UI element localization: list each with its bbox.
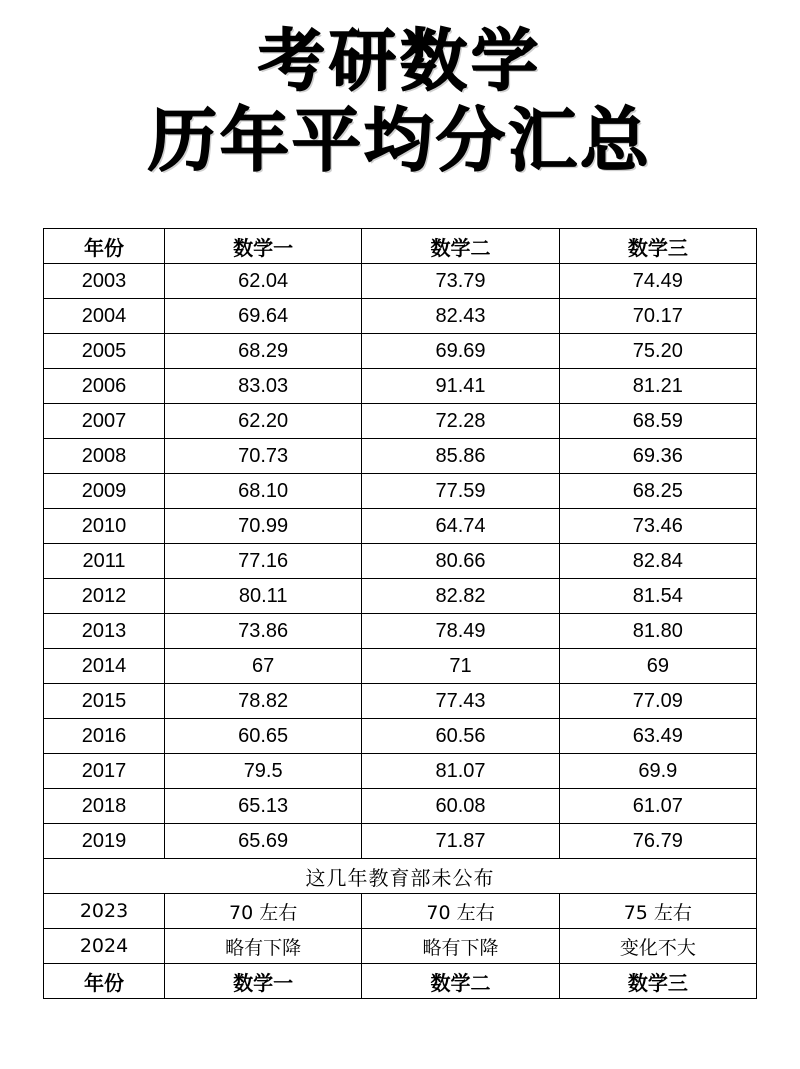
cell-math2: 70 左右 bbox=[362, 894, 559, 929]
cell-math3: 81.80 bbox=[559, 614, 756, 649]
cell-math2: 略有下降 bbox=[362, 929, 559, 964]
cell-math2: 85.86 bbox=[362, 439, 559, 474]
cell-math1: 70.99 bbox=[165, 509, 362, 544]
cell-math1: 68.10 bbox=[165, 474, 362, 509]
cell-year: 2018 bbox=[44, 789, 165, 824]
cell-math3: 63.49 bbox=[559, 719, 756, 754]
cell-math1: 77.16 bbox=[165, 544, 362, 579]
cell-math1: 73.86 bbox=[165, 614, 362, 649]
cell-math1: 62.04 bbox=[165, 264, 362, 299]
cell-math3: 73.46 bbox=[559, 509, 756, 544]
table-row bbox=[44, 754, 757, 789]
cell-year: 2011 bbox=[44, 544, 165, 579]
cell-year: 2015 bbox=[44, 684, 165, 719]
footer-cell-math2: 数学二 bbox=[362, 964, 559, 999]
footer-cell-math1: 数学一 bbox=[165, 964, 362, 999]
cell-math2: 73.79 bbox=[362, 264, 559, 299]
table-row bbox=[44, 824, 757, 859]
cell-math1: 67 bbox=[165, 649, 362, 684]
cell-math2: 60.56 bbox=[362, 719, 559, 754]
cell-math3: 69.9 bbox=[559, 754, 756, 789]
table-row bbox=[44, 299, 757, 334]
cell-year: 2010 bbox=[44, 509, 165, 544]
cell-math2: 60.08 bbox=[362, 789, 559, 824]
cell-math1: 略有下降 bbox=[165, 929, 362, 964]
cell-year: 2009 bbox=[44, 474, 165, 509]
footer-cell-math3: 数学三 bbox=[559, 964, 756, 999]
cell-math3: 81.21 bbox=[559, 369, 756, 404]
cell-math3: 81.54 bbox=[559, 579, 756, 614]
header-cell-math2: 数学二 bbox=[362, 229, 559, 264]
note-cell: 这几年教育部未公布 bbox=[44, 859, 757, 894]
cell-math2: 69.69 bbox=[362, 334, 559, 369]
table-row bbox=[44, 649, 757, 684]
cell-math2: 71 bbox=[362, 649, 559, 684]
cell-math3: 68.25 bbox=[559, 474, 756, 509]
cell-math3: 75.20 bbox=[559, 334, 756, 369]
header-cell-math3: 数学三 bbox=[559, 229, 756, 264]
table-row bbox=[44, 579, 757, 614]
title-line-1: 考研数学 bbox=[258, 22, 542, 100]
cell-math1: 78.82 bbox=[165, 684, 362, 719]
cell-year: 2005 bbox=[44, 334, 165, 369]
table-row bbox=[44, 929, 757, 964]
cell-math2: 64.74 bbox=[362, 509, 559, 544]
cell-year: 2007 bbox=[44, 404, 165, 439]
scores-table bbox=[43, 228, 757, 999]
header-cell-math1: 数学一 bbox=[165, 229, 362, 264]
cell-math3: 61.07 bbox=[559, 789, 756, 824]
cell-year: 2023 bbox=[44, 894, 165, 929]
table-row bbox=[44, 719, 757, 754]
cell-math1: 79.5 bbox=[165, 754, 362, 789]
cell-math2: 91.41 bbox=[362, 369, 559, 404]
cell-math3: 变化不大 bbox=[559, 929, 756, 964]
cell-math3: 77.09 bbox=[559, 684, 756, 719]
cell-year: 2014 bbox=[44, 649, 165, 684]
cell-year: 2019 bbox=[44, 824, 165, 859]
cell-math1: 70.73 bbox=[165, 439, 362, 474]
cell-year: 2003 bbox=[44, 264, 165, 299]
cell-math1: 69.64 bbox=[165, 299, 362, 334]
table-note-row bbox=[44, 859, 757, 894]
cell-year: 2016 bbox=[44, 719, 165, 754]
cell-math1: 65.69 bbox=[165, 824, 362, 859]
table-row bbox=[44, 264, 757, 299]
cell-year: 2004 bbox=[44, 299, 165, 334]
cell-math1: 62.20 bbox=[165, 404, 362, 439]
title-line-2: 历年平均分汇总 bbox=[148, 101, 652, 182]
cell-math3: 76.79 bbox=[559, 824, 756, 859]
footer-cell-year: 年份 bbox=[44, 964, 165, 999]
table-row bbox=[44, 789, 757, 824]
cell-math1: 70 左右 bbox=[165, 894, 362, 929]
cell-math3: 74.49 bbox=[559, 264, 756, 299]
header-cell-year: 年份 bbox=[44, 229, 165, 264]
table-footer-row bbox=[44, 964, 757, 999]
cell-math3: 69.36 bbox=[559, 439, 756, 474]
page-title bbox=[0, 22, 800, 182]
scores-table-wrapper bbox=[43, 228, 757, 999]
table-row bbox=[44, 439, 757, 474]
cell-math3: 82.84 bbox=[559, 544, 756, 579]
cell-year: 2012 bbox=[44, 579, 165, 614]
table-row bbox=[44, 684, 757, 719]
cell-math2: 82.82 bbox=[362, 579, 559, 614]
cell-math2: 81.07 bbox=[362, 754, 559, 789]
cell-year: 2017 bbox=[44, 754, 165, 789]
cell-math1: 65.13 bbox=[165, 789, 362, 824]
cell-math3: 70.17 bbox=[559, 299, 756, 334]
cell-year: 2013 bbox=[44, 614, 165, 649]
cell-math1: 80.11 bbox=[165, 579, 362, 614]
cell-math2: 82.43 bbox=[362, 299, 559, 334]
cell-math2: 72.28 bbox=[362, 404, 559, 439]
cell-math3: 69 bbox=[559, 649, 756, 684]
cell-math1: 83.03 bbox=[165, 369, 362, 404]
table-row bbox=[44, 894, 757, 929]
table-header-row bbox=[44, 229, 757, 264]
cell-year: 2006 bbox=[44, 369, 165, 404]
cell-math2: 77.43 bbox=[362, 684, 559, 719]
table-row bbox=[44, 509, 757, 544]
table-row bbox=[44, 404, 757, 439]
cell-math3: 75 左右 bbox=[559, 894, 756, 929]
cell-math1: 60.65 bbox=[165, 719, 362, 754]
cell-math2: 80.66 bbox=[362, 544, 559, 579]
table-row bbox=[44, 334, 757, 369]
cell-math2: 71.87 bbox=[362, 824, 559, 859]
table-row bbox=[44, 369, 757, 404]
cell-math1: 68.29 bbox=[165, 334, 362, 369]
cell-math3: 68.59 bbox=[559, 404, 756, 439]
cell-year: 2024 bbox=[44, 929, 165, 964]
table-row bbox=[44, 474, 757, 509]
table-row bbox=[44, 544, 757, 579]
table-row bbox=[44, 614, 757, 649]
cell-math2: 77.59 bbox=[362, 474, 559, 509]
cell-year: 2008 bbox=[44, 439, 165, 474]
cell-math2: 78.49 bbox=[362, 614, 559, 649]
